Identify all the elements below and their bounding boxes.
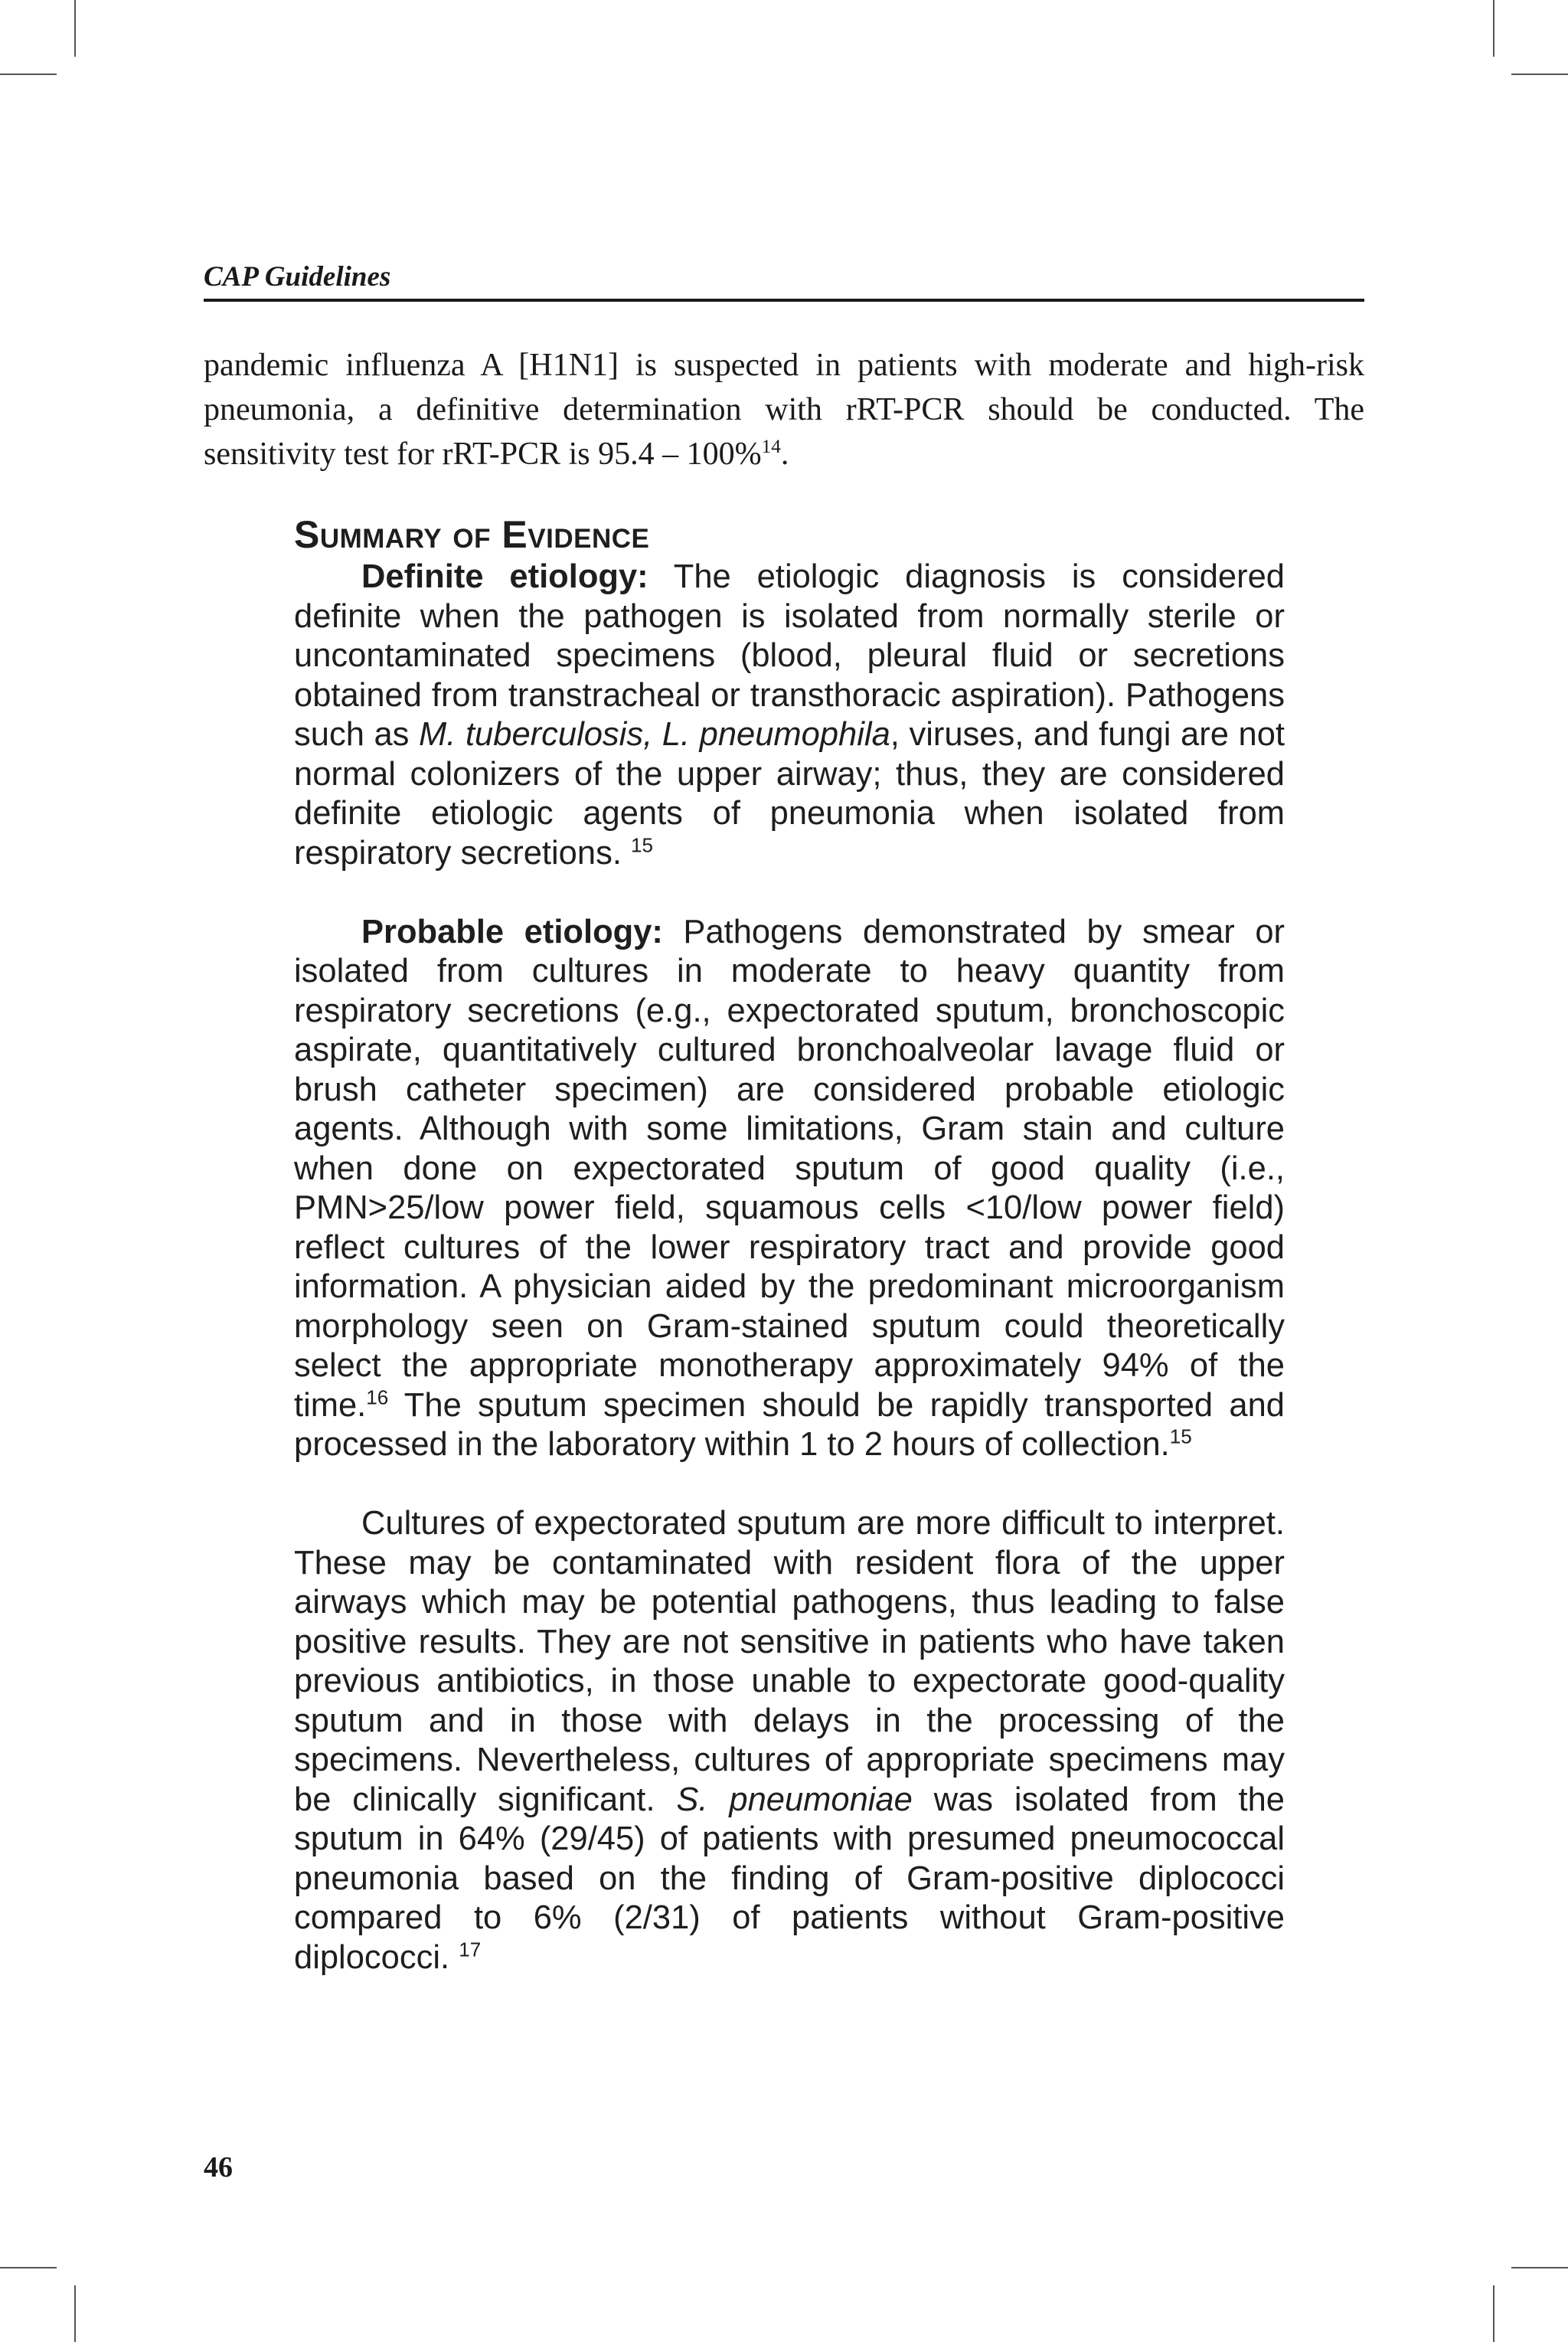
organism-names: M. tuberculosis, L. pneumophila xyxy=(419,716,890,753)
crop-mark xyxy=(1511,2267,1568,2268)
intro-text: pandemic influenza A [H1N1] is suspected in patients with moderate and high-risk pneumonia, a definitive determination with rRT-PCR should be conducted. The sensitivity test for rRT-PCR is 95.4 – 100% xyxy=(204,348,1364,472)
reference-superscript: 15 xyxy=(1169,1424,1192,1448)
paragraph-text: , viruses, and fungi are not normal colonizers of the upper airway; thus, they are considered definite etiologic agents of pneumonia when isolated from respiratory secretions. xyxy=(294,716,1285,872)
paragraph-text: Cultures of expectorated sputum are more difficult to interpret. These may be contaminated with resident flora of the upper airways which may be potential pathogens, thus leading to false positive results. They are not sensitive in patients who have taken previous antibiotics, in those unable to expectorate good-quality sputum and in those with delays in the processing of the specimens. Nevertheless, cultures of appropriate specimens may be clinically significant. xyxy=(294,1505,1285,1818)
reference-superscript: 15 xyxy=(631,833,654,856)
intro-paragraph xyxy=(204,343,1364,476)
paragraph-lead: Probable etiology: xyxy=(361,913,663,950)
organism-name: S. pneumoniae xyxy=(676,1781,913,1818)
paragraph-definite-etiology xyxy=(294,558,1285,873)
crop-mark xyxy=(0,2267,57,2268)
summary-of-evidence-section xyxy=(294,512,1285,1977)
paragraph-text: was isolated from the sputum in 64% (29/45) of patients with presumed pneumococcal pneumonia based on the finding of Gram-positive diplococci compared to 6% (2/31) of patients without Gram-positive diplococci. xyxy=(294,1781,1285,1976)
crop-mark xyxy=(0,74,57,75)
crop-mark xyxy=(1511,74,1568,75)
paragraph-text: The etiologic diagnosis is considered definite when the pathogen is isolated from normally sterile or uncontaminated specimens (blood, pleural fluid or secretions obtained from transtracheal or transthoracic aspiration). Pathogens such as xyxy=(294,558,1285,753)
crop-mark xyxy=(74,2285,76,2342)
reference-superscript: 16 xyxy=(366,1385,389,1408)
paragraph-lead: Definite etiology: xyxy=(361,558,648,595)
section-title: Summary of Evidence xyxy=(294,513,650,556)
header-rule xyxy=(204,299,1364,302)
paragraph-sputum-cultures xyxy=(294,1504,1285,1977)
crop-mark xyxy=(74,0,76,57)
reference-superscript: 17 xyxy=(459,1938,482,1961)
crop-mark xyxy=(1493,0,1494,57)
paragraph-text: Pathogens demonstrated by smear or isolated from cultures in moderate to heavy quantity from respiratory secretions (e.g., expectorated sputum, bronchoscopic aspirate, quantitatively cultured bronchoalveolar lavage fluid or brush catheter specimen) are considered probable etiologic agents. Although with some limitations, Gram stain and culture when done on expectorated sputum of good quality (i.e., PMN>25/low power field, squamous cells <10/low power field) reflect cultures of the lower respiratory tract and provide good information. A physician aided by the predominant microorganism morphology seen on Gram-stained sputum could theoretically select the appropriate monotherapy approximately 94% of the time. xyxy=(294,913,1285,1424)
paragraph-probable-etiology xyxy=(294,913,1285,1465)
crop-mark xyxy=(1493,2285,1494,2342)
running-head: CAP Guidelines xyxy=(204,261,391,293)
paragraph-text: The sputum specimen should be rapidly transported and processed in the laboratory within 1 to 2 hours of collection. xyxy=(294,1386,1285,1463)
page-number: 46 xyxy=(204,2151,233,2183)
intro-end: . xyxy=(780,437,789,472)
reference-superscript: 14 xyxy=(761,437,781,457)
